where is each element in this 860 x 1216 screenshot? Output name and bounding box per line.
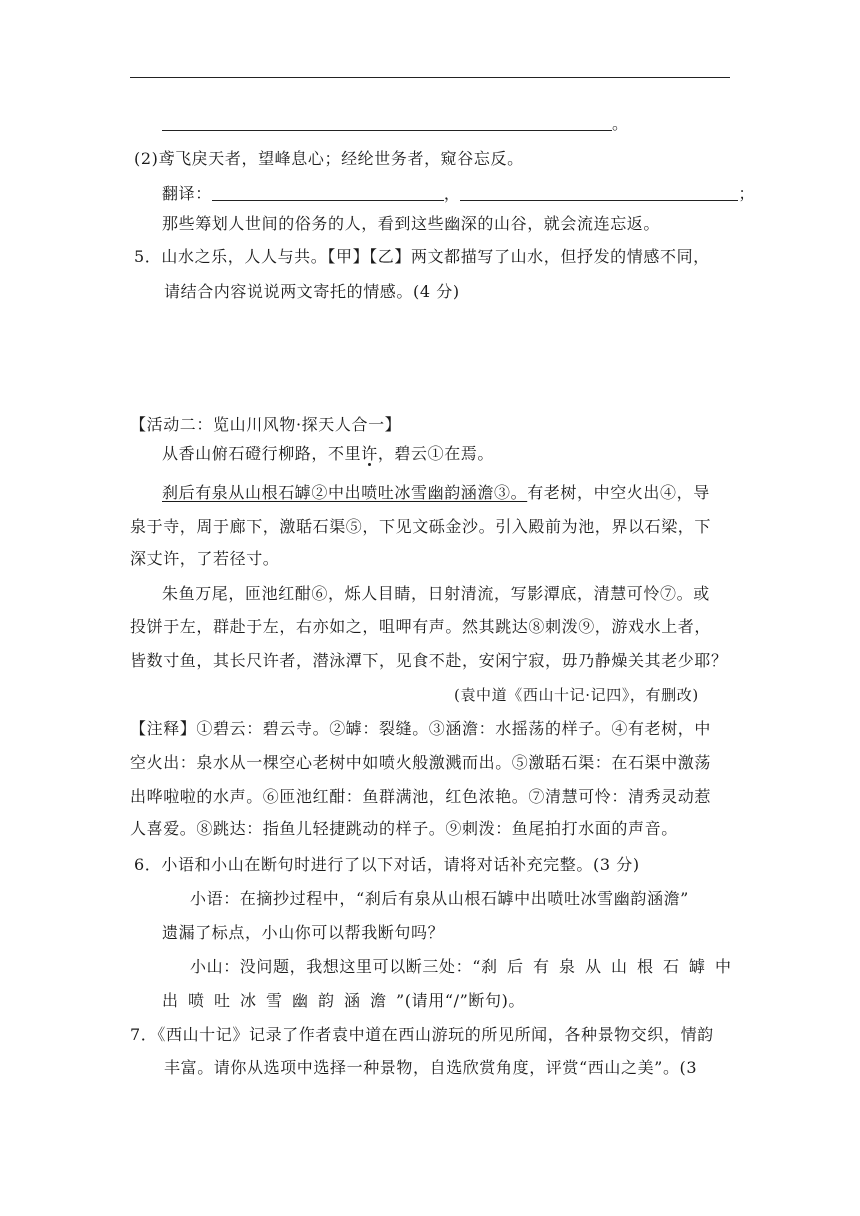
passage-p3-line1: 朱鱼万尾，匝池红酣⑥，烁人目睛，日射清流，写影潭底，清慧可怜⑦。或: [162, 584, 710, 603]
answer-line-tail: 。: [162, 112, 629, 136]
xiaoyu-line1: 小语：在摘抄过程中，“刹后有泉从山根石罅中出喷吐冰雪幽韵涵澹”: [190, 889, 689, 908]
notes-line2: 空火出：泉水从一棵空心老树中如喷火般激溅而出。⑤激聒石渠：在石渠中激荡: [130, 753, 712, 772]
passage-p2-line3: 深丈许，了若径寸。: [130, 549, 280, 568]
q5-line2: 请结合内容说说两文寄托的情感。(4 分): [164, 282, 460, 301]
header-rule: [130, 77, 730, 78]
notes-line1: 【注释】①碧云：碧云寺。②罅：裂缝。③涵澹：水摇荡的样子。④有老树，中: [130, 719, 712, 738]
q4-item-2: (2)鸢飞戾天者，望峰息心；经纶世务者，窥谷忘反。: [134, 149, 524, 168]
translate-blank-1[interactable]: [212, 184, 444, 201]
q6-stem: 6．小语和小山在断句时进行了以下对话，请将对话补充完整。(3 分): [134, 855, 640, 874]
emphasis-dot-char: 许: [361, 444, 378, 463]
activity-title: 【活动二：览山川风物·探天人合一】: [130, 415, 402, 434]
passage-p3-line3: 皆数寸鱼，其长尺许者，潜泳潭下，见食不赴，安闲宁寂，毋乃静燥关其老少耶？: [130, 651, 728, 670]
passage-p2-line2: 泉于寺，周于廊下，激聒石渠⑤，下见文砾金沙。引入殿前为池，界以石梁，下: [130, 517, 712, 536]
punctuate-chars-2[interactable]: 出喷吐冰雪幽韵涵澹: [162, 991, 397, 1010]
passage-source: (袁中道《西山十记·记四》，有删改): [454, 686, 699, 704]
notes-line3: 出哗啦啦的水声。⑥匝池红酣：鱼群满池，红色浓艳。⑦清慧可怜：清秀灵动惹: [130, 787, 712, 806]
xiaoshan-line1: 小山：没问题，我想这里可以断三处：“刹后有泉从山根石罅中: [190, 957, 741, 976]
punctuate-chars-1[interactable]: 刹后有泉从山根石罅中: [480, 957, 741, 976]
passage-p3-line2: 投饼于左，群赴于左，右亦如之，咀呷有声。然其跳达⑧刺泼⑨，游戏水上者，: [130, 617, 712, 636]
translate-given: 那些筹划人世间的俗务的人，看到这些幽深的山谷，就会流连忘返。: [162, 214, 661, 233]
underlined-sentence: 刹后有泉从山根石罅②中出喷吐冰雪幽韵涵澹③。: [162, 483, 528, 502]
q5-line1: 5．山水之乐，人人与共。【甲】【乙】两文都描写了山水，但抒发的情感不同，: [134, 247, 710, 266]
translate-label: 翻译：: [162, 184, 212, 203]
passage-p1: 从香山俯石磴行柳路，不里许，碧云①在焉。: [162, 444, 495, 463]
passage-p2-line1: 刹后有泉从山根石罅②中出喷吐冰雪幽韵涵澹③。有老树，中空火出④，导: [162, 483, 710, 502]
translate-blank-2[interactable]: [460, 184, 738, 201]
xiaoyu-line2: 遗漏了标点，小山你可以帮我断句吗？: [162, 923, 445, 942]
translate-row: 翻译： ， ；: [162, 184, 756, 203]
answer-blank[interactable]: [162, 114, 612, 131]
xiaoshan-line2: 出喷吐冰雪幽韵涵澹”(请用“/”断句)。: [162, 991, 526, 1010]
q7-line2: 丰富。请你从选项中选择一种景物，自选欣赏角度，评赏“西山之美”。(3: [164, 1058, 698, 1077]
notes-line4: 人喜爱。⑧跳达：指鱼儿轻捷跳动的样子。⑨刺泼：鱼尾拍打水面的声音。: [130, 819, 678, 838]
q7-line1: 7．《西山十记》记录了作者袁中道在西山游玩的所见所闻，各种景物交织，情韵: [130, 1025, 714, 1044]
